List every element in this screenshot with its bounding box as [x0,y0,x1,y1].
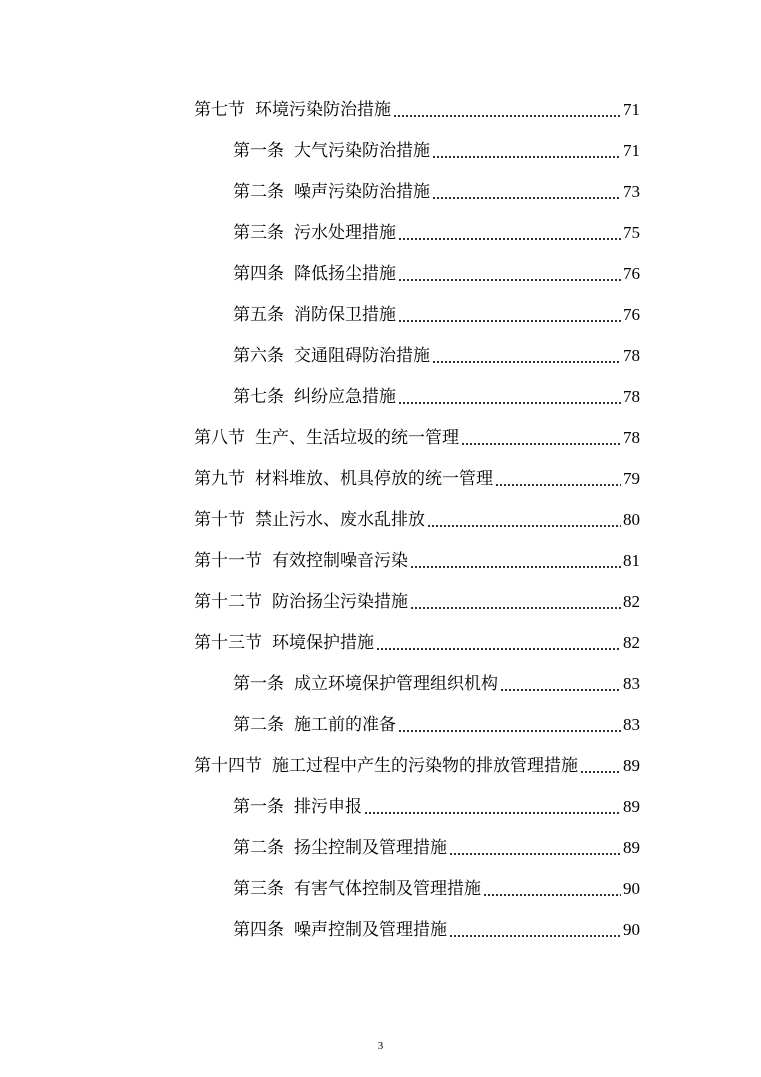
toc-entry-number: 第十四节 [194,755,262,776]
toc-entry-number: 第八节 [194,427,245,448]
toc-entry-page: 89 [623,837,640,857]
toc-entry-title: 有害气体控制及管理措施 [294,878,481,899]
toc-entry-number: 第四条 [233,263,284,284]
toc-dot-leader [495,484,621,486]
toc-entry-page: 89 [623,796,640,816]
toc-dot-leader [500,689,621,691]
toc-section-entry[interactable] [194,540,640,581]
toc-entry-title: 噪声污染防治措施 [294,181,430,202]
toc-entry-number: 第九节 [194,468,245,489]
toc-dot-leader [376,648,621,650]
toc-entry-number: 第二条 [233,714,284,735]
toc-entry-page: 89 [623,755,640,775]
toc-entry-title: 生产、生活垃圾的统一管理 [255,427,459,448]
toc-entry-title: 施工前的准备 [294,714,396,735]
toc-article-entry[interactable] [233,335,640,376]
toc-dot-leader [580,771,621,773]
toc-entry-page: 71 [623,140,640,160]
page-number: 3 [377,1040,384,1052]
toc-entry-number: 第四条 [233,919,284,940]
toc-entry-page: 73 [623,181,640,201]
toc-entry-page: 83 [623,714,640,734]
toc-entry-number: 第一条 [233,673,284,694]
toc-entry-page: 76 [623,304,640,324]
toc-entry-number: 第七条 [233,386,284,407]
toc-entry-title: 噪声控制及管理措施 [294,919,447,940]
toc-dot-leader [483,894,621,896]
toc-section-entry[interactable] [194,745,640,786]
toc-dot-leader [393,115,621,117]
toc-entry-number: 第五条 [233,304,284,325]
toc-entry-title: 有效控制噪音污染 [272,550,408,571]
toc-article-entry[interactable] [233,376,640,417]
toc-article-entry[interactable] [233,868,640,909]
toc-dot-leader [432,361,621,363]
toc-dot-leader [398,730,621,732]
toc-entry-page: 75 [623,222,640,242]
toc-entry-title: 排污申报 [294,796,362,817]
toc-section-entry[interactable] [194,622,640,663]
toc-entry-page: 76 [623,263,640,283]
toc-dot-leader [461,443,621,445]
toc-dot-leader [449,853,621,855]
toc-entry-title: 降低扬尘措施 [294,263,396,284]
toc-article-entry[interactable] [233,130,640,171]
toc-entry-page: 83 [623,673,640,693]
toc-entry-number: 第十二节 [194,591,262,612]
toc-dot-leader [398,320,621,322]
toc-entry-page: 78 [623,427,640,447]
toc-entry-number: 第六条 [233,345,284,366]
toc-entry-title: 材料堆放、机具停放的统一管理 [255,468,493,489]
toc-dot-leader [398,402,621,404]
toc-article-entry[interactable] [233,294,640,335]
toc-entry-number: 第三条 [233,222,284,243]
toc-section-entry[interactable] [194,417,640,458]
toc-article-entry[interactable] [233,909,640,950]
toc-entry-page: 81 [623,550,640,570]
toc-article-entry[interactable] [233,663,640,704]
toc-entry-number: 第十节 [194,509,245,530]
toc-section-entry[interactable] [194,499,640,540]
toc-entry-title: 禁止污水、废水乱排放 [255,509,425,530]
toc-entry-number: 第一条 [233,796,284,817]
toc-article-entry[interactable] [233,171,640,212]
toc-entry-number: 第二条 [233,837,284,858]
toc-entry-page: 79 [623,468,640,488]
toc-entry-title: 防治扬尘污染措施 [272,591,408,612]
toc-entry-number: 第一条 [233,140,284,161]
toc-entry-page: 80 [623,509,640,529]
toc-entry-page: 71 [623,99,640,119]
toc-dot-leader [398,238,621,240]
toc-entry-page: 82 [623,591,640,611]
toc-entry-title: 成立环境保护管理组织机构 [294,673,498,694]
toc-entry-page: 78 [623,345,640,365]
toc-entry-page: 82 [623,632,640,652]
toc-dot-leader [410,607,621,609]
toc-entry-title: 交通阻碍防治措施 [294,345,430,366]
toc-article-entry[interactable] [233,786,640,827]
toc-dot-leader [410,566,621,568]
toc-entry-title: 纠纷应急措施 [294,386,396,407]
toc-entry-number: 第七节 [194,99,245,120]
toc-entry-title: 环境保护措施 [272,632,374,653]
toc-section-entry[interactable] [194,458,640,499]
toc-entry-number: 第十一节 [194,550,262,571]
toc-entry-page: 90 [623,919,640,939]
toc-entry-title: 环境污染防治措施 [255,99,391,120]
toc-entry-page: 78 [623,386,640,406]
toc-dot-leader [364,812,621,814]
toc-entry-number: 第二条 [233,181,284,202]
toc-entry-page: 90 [623,878,640,898]
toc-dot-leader [398,279,621,281]
toc-dot-leader [449,935,621,937]
table-of-contents [0,89,761,950]
toc-article-entry[interactable] [233,212,640,253]
toc-entry-number: 第十三节 [194,632,262,653]
toc-entry-title: 施工过程中产生的污染物的排放管理措施 [272,755,578,776]
toc-dot-leader [432,197,621,199]
toc-dot-leader [427,525,621,527]
toc-entry-title: 污水处理措施 [294,222,396,243]
toc-dot-leader [432,156,621,158]
toc-section-entry[interactable] [194,581,640,622]
toc-entry-title: 扬尘控制及管理措施 [294,837,447,858]
toc-article-entry[interactable] [233,253,640,294]
toc-section-entry[interactable] [194,89,640,130]
toc-entry-title: 消防保卫措施 [294,304,396,325]
toc-entry-number: 第三条 [233,878,284,899]
toc-article-entry[interactable] [233,827,640,868]
toc-entry-title: 大气污染防治措施 [294,140,430,161]
toc-article-entry[interactable] [233,704,640,745]
